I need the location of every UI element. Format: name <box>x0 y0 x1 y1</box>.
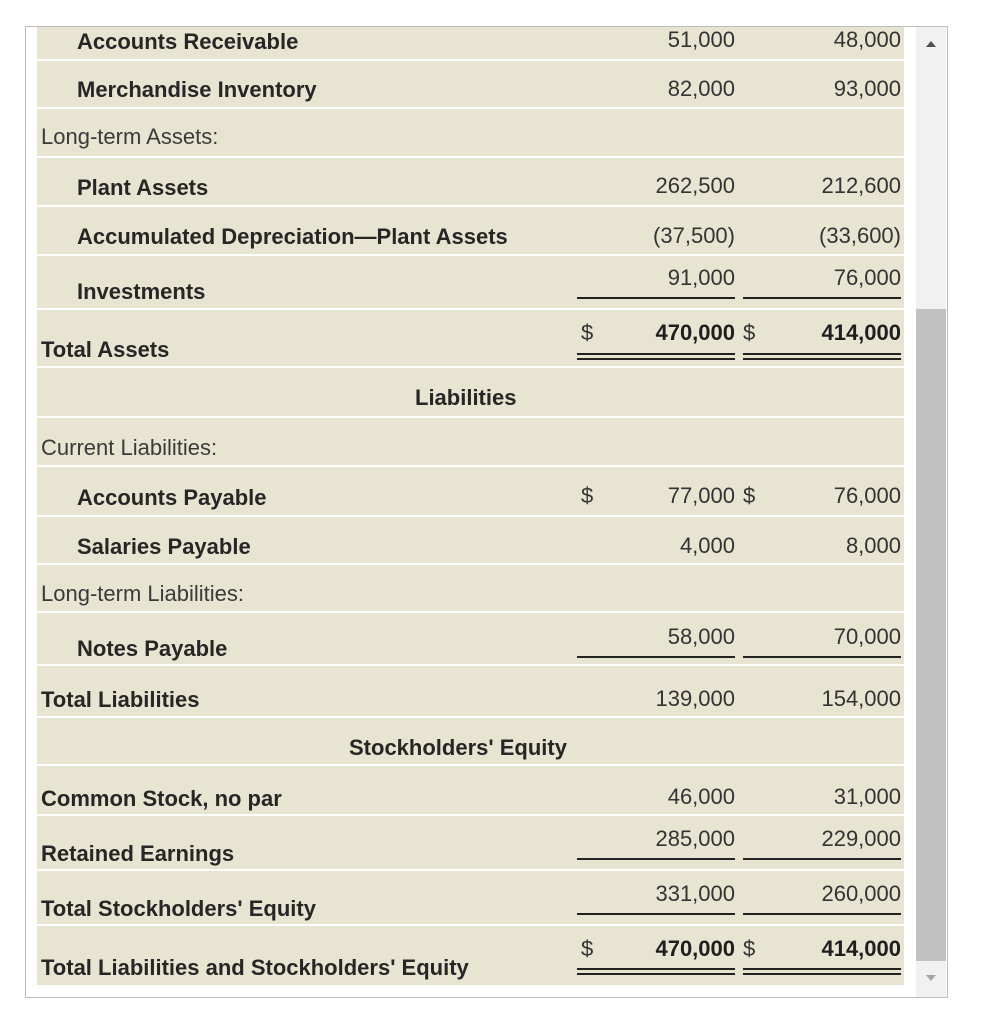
row-label: Accounts Receivable <box>77 29 299 54</box>
underline <box>577 913 735 915</box>
value-prior-year: 414,000 <box>821 936 901 961</box>
table-row <box>37 467 904 517</box>
value-current-year: 331,000 <box>655 881 735 906</box>
row-label: Long-term Liabilities: <box>41 581 244 606</box>
scrollbar-thumb[interactable] <box>916 309 946 961</box>
currency-symbol: $ <box>743 483 756 508</box>
section-header <box>37 718 904 766</box>
value-prior-year: 212,600 <box>821 173 901 198</box>
underline <box>743 656 901 658</box>
value-current-year: 4,000 <box>679 533 735 558</box>
total-row <box>37 871 904 926</box>
table-row <box>37 256 904 310</box>
row-label: Long-term Assets: <box>41 124 219 149</box>
underline <box>743 913 901 915</box>
value-prior-year: 93,000 <box>833 76 901 101</box>
value-prior-year: 260,000 <box>821 881 901 906</box>
table-row <box>37 766 904 816</box>
triangle-down-icon[interactable] <box>921 971 941 985</box>
value-prior-year: 154,000 <box>821 686 901 711</box>
value-prior-year: (33,600) <box>819 223 901 248</box>
value-prior-year: 70,000 <box>833 624 901 649</box>
section-header <box>37 368 904 418</box>
currency-symbol: $ <box>581 483 594 508</box>
section-subheader <box>37 565 904 613</box>
row-label: Total Stockholders' Equity <box>41 896 316 921</box>
value-current-year: 470,000 <box>655 936 735 961</box>
row-label: Investments <box>77 279 206 304</box>
currency-symbol: $ <box>743 936 756 961</box>
underline <box>743 858 901 860</box>
row-label: Merchandise Inventory <box>77 77 317 102</box>
underline <box>577 858 735 860</box>
value-current-year: 139,000 <box>655 686 735 711</box>
section-subheader <box>37 109 904 158</box>
total-row <box>37 310 904 368</box>
value-prior-year: 8,000 <box>845 533 901 558</box>
value-current-year: 91,000 <box>667 265 735 290</box>
value-prior-year: 76,000 <box>833 265 901 290</box>
row-label: Total Liabilities and Stockholders' Equity <box>41 955 469 980</box>
section-subheader <box>37 418 904 467</box>
underline <box>577 656 735 658</box>
double-underline <box>743 968 901 975</box>
table-row <box>37 61 904 109</box>
underline <box>577 297 735 299</box>
currency-symbol: $ <box>743 320 756 345</box>
value-current-year: 470,000 <box>655 320 735 345</box>
value-current-year: 285,000 <box>655 826 735 851</box>
total-row <box>37 666 904 718</box>
double-underline <box>577 353 735 360</box>
grand-total-row <box>37 926 904 985</box>
double-underline <box>577 968 735 975</box>
row-label: Total Assets <box>41 337 170 362</box>
table-row <box>37 27 904 61</box>
section-title: Stockholders' Equity <box>349 735 567 760</box>
value-current-year: 77,000 <box>667 483 735 508</box>
triangle-up-icon[interactable] <box>921 37 941 51</box>
value-current-year: 51,000 <box>667 27 735 52</box>
value-prior-year: 414,000 <box>821 320 901 345</box>
table-row <box>37 517 904 565</box>
row-label: Plant Assets <box>77 175 209 200</box>
value-current-year: 46,000 <box>667 784 735 809</box>
table-row <box>37 158 904 207</box>
table-row <box>37 613 904 666</box>
value-current-year: 82,000 <box>667 76 735 101</box>
row-label: Salaries Payable <box>77 534 251 559</box>
row-label: Total Liabilities <box>41 687 200 712</box>
value-current-year: 58,000 <box>667 624 735 649</box>
underline <box>743 297 901 299</box>
balance-sheet-table <box>37 27 904 985</box>
currency-symbol: $ <box>581 320 594 345</box>
row-label: Retained Earnings <box>41 841 235 866</box>
value-prior-year: 48,000 <box>833 27 901 52</box>
value-prior-year: 229,000 <box>821 826 901 851</box>
row-label: Accounts Payable <box>77 485 267 510</box>
currency-symbol: $ <box>581 936 594 961</box>
table-row <box>37 816 904 871</box>
row-label: Notes Payable <box>77 636 228 661</box>
row-label: Common Stock, no par <box>41 786 282 811</box>
row-label: Accumulated Depreciation—Plant Assets <box>77 224 508 249</box>
value-current-year: (37,500) <box>653 223 735 248</box>
row-label: Current Liabilities: <box>41 435 218 460</box>
section-title: Liabilities <box>415 385 517 410</box>
value-prior-year: 31,000 <box>833 784 901 809</box>
balance-sheet-panel <box>25 26 948 998</box>
value-prior-year: 76,000 <box>833 483 901 508</box>
value-current-year: 262,500 <box>655 173 735 198</box>
double-underline <box>743 353 901 360</box>
table-row <box>37 207 904 256</box>
